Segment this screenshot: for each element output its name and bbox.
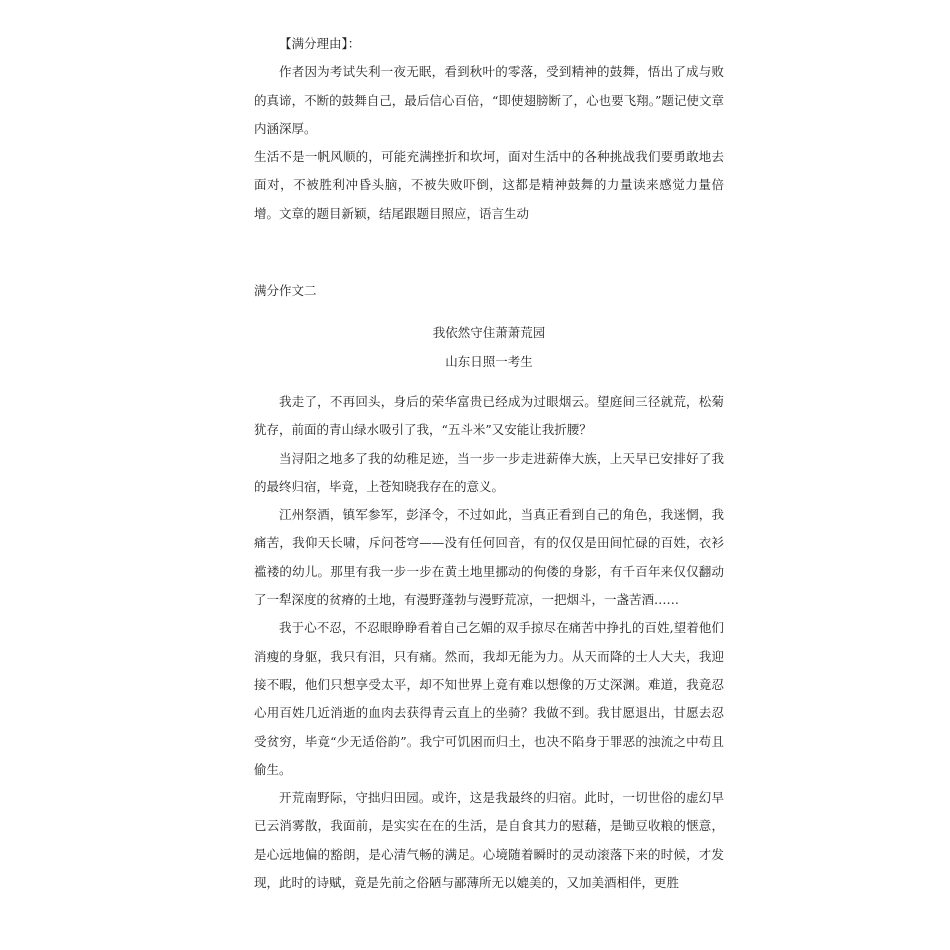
reason-heading: 【满分理由】： — [279, 36, 361, 51]
essay-paragraph: 当浔阳之地多了我的幼稚足迹，当一步一步走进薪俸大族，上天早已安排好了我的最终归宿，毕竟，上苍知晓我存在的意义。 — [254, 450, 724, 494]
essay-paragraph: 江州祭酒，镇军参军，彭泽令，不过如此，当真正看到自己的角色，我迷惘，我痛苦，我仰天长啸，斥问苍穹——没有任何回音，有的仅仅是田间忙碌的百姓，衣衫褴褛的幼儿。那里有我一步一步在黄土地里挪动的佝偻的身影，有千百年来仅仅翻动了一犁深度的贫瘠的土地，有漫野蓬勃与漫野荒凉，一把烟斗，一盏苦酒…… — [254, 507, 724, 608]
essay-paragraph: 我走了，不再回头，身后的荣华富贵已经成为过眼烟云。望庭间三径就荒，松菊犹存，前面的青山绿水吸引了我，“五斗米”又安能让我折腰？ — [254, 393, 724, 438]
section-spacer — [254, 228, 724, 277]
section-label: 满分作文二 — [254, 283, 317, 299]
body-spacer — [254, 376, 724, 388]
essay-author: 山东日照一考生 — [445, 353, 533, 369]
document-page — [254, 30, 724, 897]
essay-paragraph: 我于心不忍，不忍眼睁睁看着自己乞媚的双手掠尽在痛苦中挣扎的百姓,望着他们消瘦的身躯，我只有泪，只有痛。然而，我却无能为力。从天而降的士人大夫，我迎接不暇，他们只想享受太平，却不知世界上竟有难以想像的万丈深渊。难道，我竟忍心用百姓几近消逝的血肉去获得青云直上的坐骑？我做不到。我甘愿退出，甘愿去忍受贫穷，毕竟“少无适俗韵”。我宁可饥困而归土，也决不陷身于罪恶的浊流之中苟且偷生。 — [254, 620, 724, 777]
reason-paragraph-2: 生活不是一帆风顺的，可能充满挫折和坎坷，面对生活中的各种挑战我们要勇敢地去面对，不被胜利冲昏头脑，不被失败吓倒，这都是精神鼓舞的力量读来感觉力量倍增。文章的题目新颖，结尾跟题目照应，语言生动 — [254, 149, 724, 221]
essay-paragraph: 开荒南野际，守拙归田园。或许，这是我最终的归宿。此时，一切世俗的虚幻早已云消雾散，我面前，是实实在在的生活，是自食其力的慰藉，是锄豆收粮的惬意，是心远地偏的豁朗，是心清气畅的满足。心境随着瞬时的灵动滚落下来的时候，才发现，此时的诗赋，竟是先前之俗陋与鄙薄所无以媲美的，又加美酒相伴，更胜 — [254, 790, 724, 891]
title-spacer — [254, 305, 724, 319]
reason-paragraph-1: 作者因为考试失利一夜无眠，看到秋叶的零落，受到精神的鼓舞，悟出了成与败的真谛，不断的鼓舞自己，最后信心百倍，“即使翅膀断了，心也要飞翔。”题记使文章内涵深厚。 — [254, 64, 724, 136]
essay-title: 我依然守住萧萧荒园 — [432, 325, 546, 341]
